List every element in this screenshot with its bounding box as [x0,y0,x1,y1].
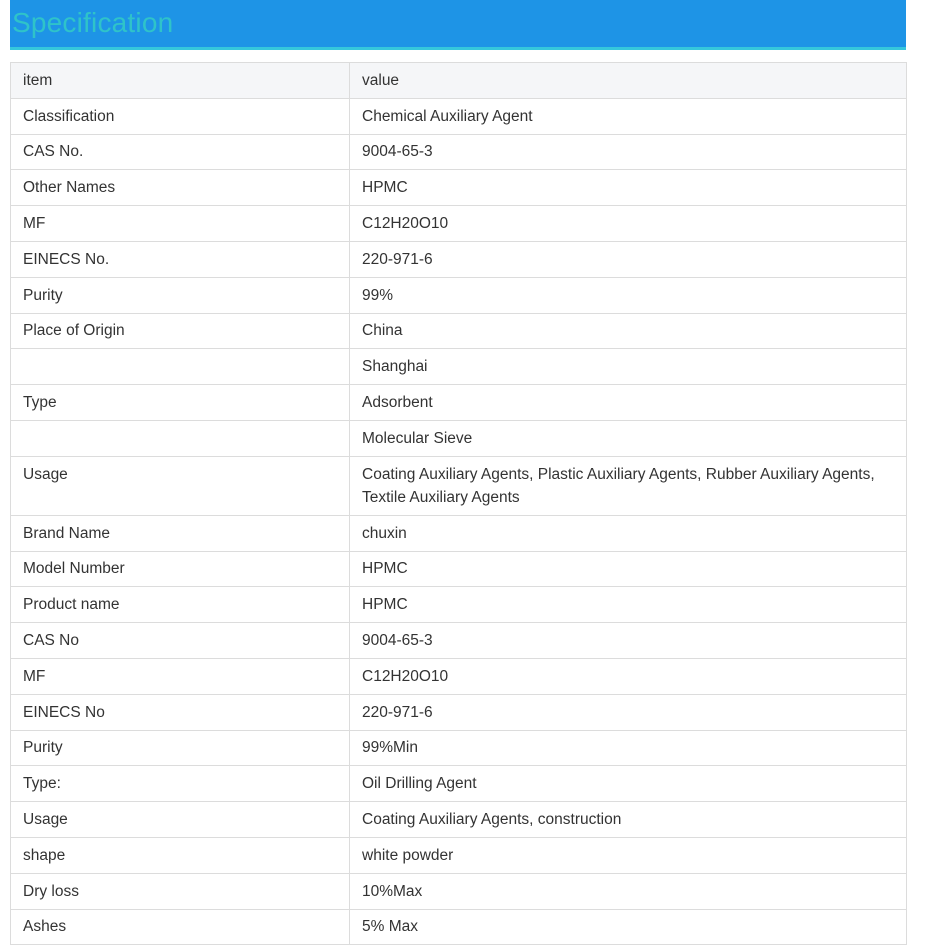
specification-table [10,62,907,945]
table-row [11,515,907,551]
row-value: Adsorbent [350,385,907,421]
row-item: Type [11,385,350,421]
table-row [11,587,907,623]
row-value: Shanghai [350,349,907,385]
row-item: MF [11,206,350,242]
row-item: CAS No [11,623,350,659]
table-row [11,349,907,385]
table-row [11,277,907,313]
row-value: 99%Min [350,730,907,766]
row-value: 5% Max [350,909,907,945]
row-item [11,420,350,456]
row-value: 9004-65-3 [350,134,907,170]
section-title: Specification [12,7,174,38]
table-row [11,206,907,242]
table-row [11,313,907,349]
table-row [11,456,907,515]
row-value: HPMC [350,551,907,587]
table-row [11,551,907,587]
row-value: Coating Auxiliary Agents, construction [350,802,907,838]
row-item: Dry loss [11,873,350,909]
row-item: Other Names [11,170,350,206]
table-row [11,170,907,206]
row-value: Chemical Auxiliary Agent [350,98,907,134]
row-value: Oil Drilling Agent [350,766,907,802]
cropped-content-fragment [384,944,402,950]
row-value: 99% [350,277,907,313]
row-item: Usage [11,802,350,838]
row-value: C12H20O10 [350,206,907,242]
row-item: EINECS No [11,694,350,730]
row-value: Coating Auxiliary Agents, Plastic Auxiliary Agents, Rubber Auxiliary Agents, Textile Auxiliary Agents [350,456,907,515]
row-item: Purity [11,730,350,766]
row-value: white powder [350,837,907,873]
row-item: Ashes [11,909,350,945]
row-value: 220-971-6 [350,241,907,277]
row-value: Molecular Sieve [350,420,907,456]
row-item: Model Number [11,551,350,587]
row-item: CAS No. [11,134,350,170]
table-row [11,766,907,802]
row-value: chuxin [350,515,907,551]
row-item: EINECS No. [11,241,350,277]
table-row [11,385,907,421]
table-row [11,241,907,277]
table-row [11,802,907,838]
table-row [11,694,907,730]
row-item: Purity [11,277,350,313]
row-value: China [350,313,907,349]
table-header-row [11,63,907,99]
table-row [11,134,907,170]
row-value: 220-971-6 [350,694,907,730]
table-row [11,623,907,659]
section-title-bar [10,0,906,50]
row-item: Place of Origin [11,313,350,349]
table-row [11,837,907,873]
row-item: Type: [11,766,350,802]
row-item [11,349,350,385]
column-header-item: item [11,63,350,99]
table-row [11,420,907,456]
table-row [11,658,907,694]
row-item: Product name [11,587,350,623]
table-row [11,730,907,766]
column-header-value: value [350,63,907,99]
row-item: Brand Name [11,515,350,551]
table-row [11,909,907,945]
table-row [11,98,907,134]
row-value: 10%Max [350,873,907,909]
row-value: HPMC [350,170,907,206]
row-item: MF [11,658,350,694]
row-value: HPMC [350,587,907,623]
row-item: Classification [11,98,350,134]
row-item: Usage [11,456,350,515]
row-value: C12H20O10 [350,658,907,694]
row-value: 9004-65-3 [350,623,907,659]
table-row [11,873,907,909]
row-item: shape [11,837,350,873]
